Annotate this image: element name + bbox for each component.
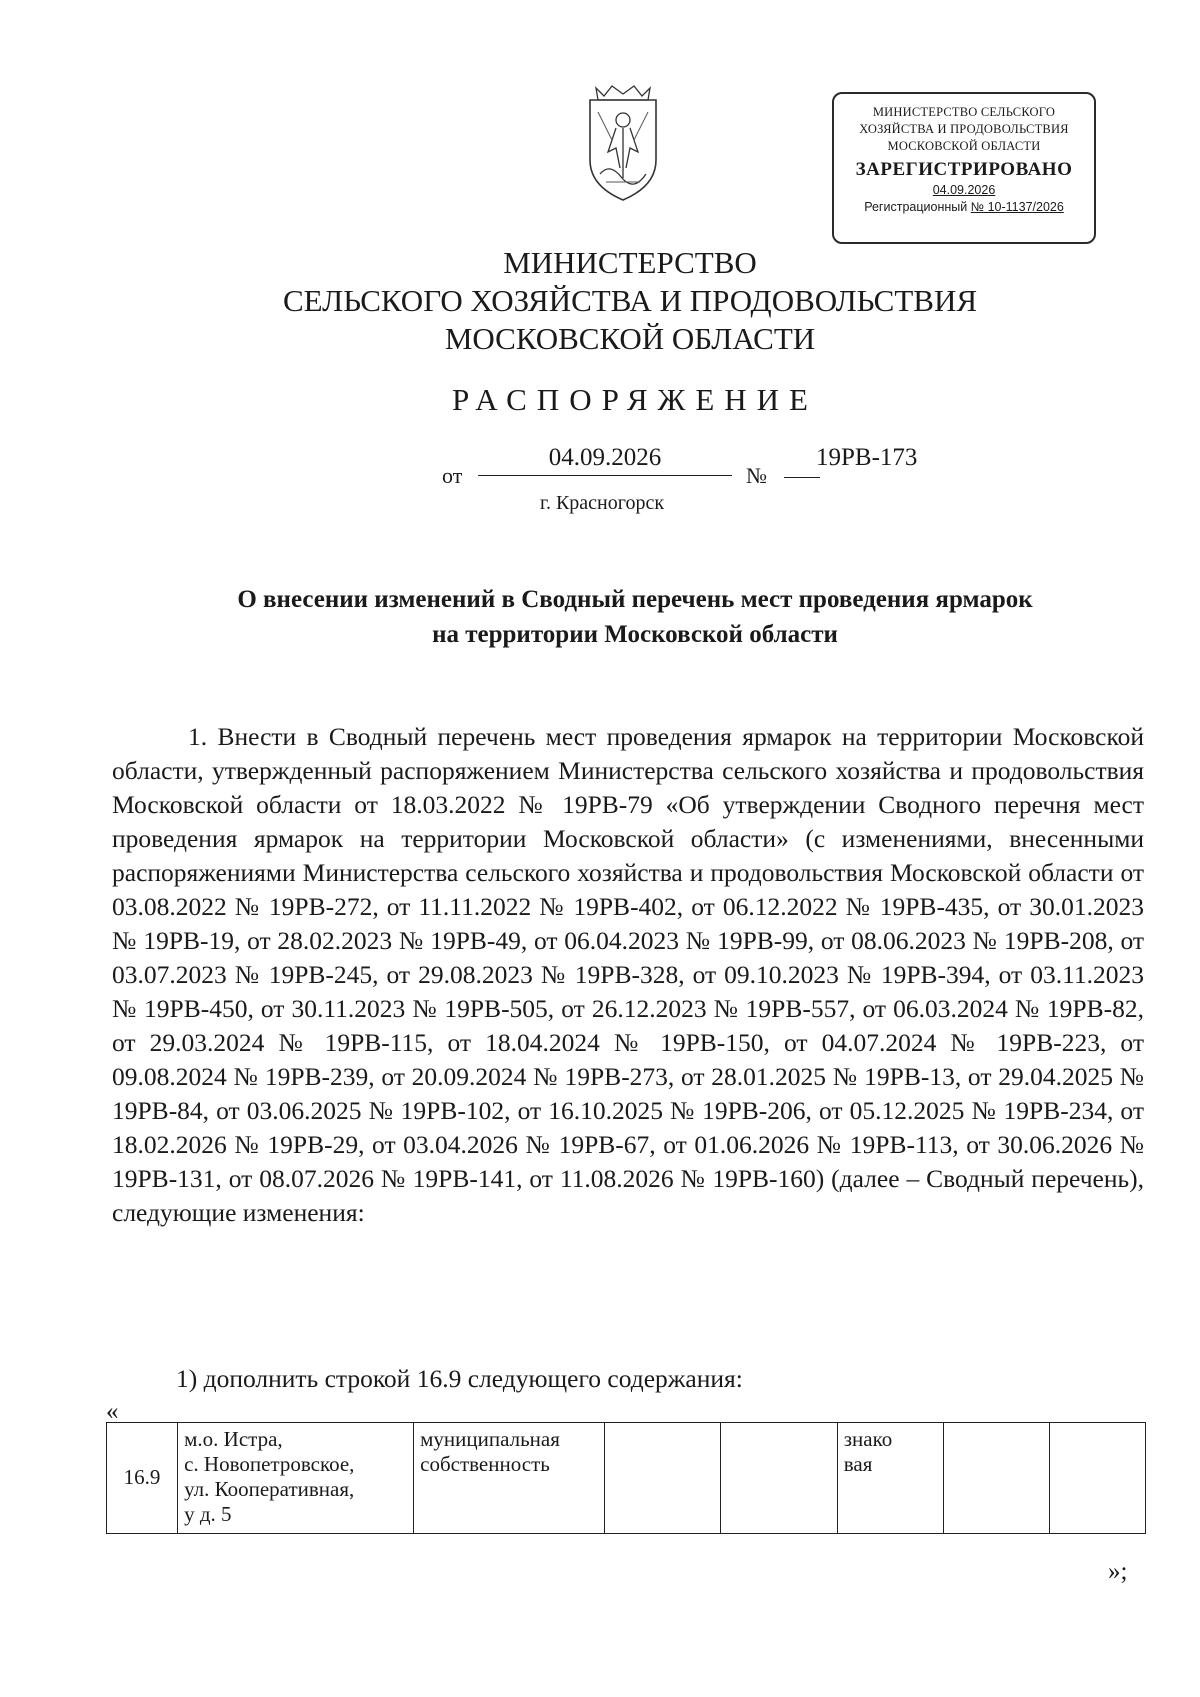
ministry-line: СЕЛЬСКОГО ХОЗЯЙСТВА И ПРОДОВОЛЬСТВИЯ [282, 283, 978, 318]
subject-line: на территории Московской области [432, 621, 838, 648]
stamp-org-line: ХОЗЯЙСТВА И ПРОДОВОЛЬСТВИЯ [859, 122, 1069, 136]
amendment-table [106, 1422, 1146, 1534]
ownership-cell [414, 1423, 605, 1534]
from-label: от [442, 463, 463, 488]
ministry-line: МИНИСТЕРСТВО [503, 245, 757, 280]
stamp-reg-label: Регистрационный [864, 200, 968, 214]
stamp-org-line: МИНИСТЕРСТВО СЕЛЬСКОГО [872, 105, 1056, 119]
fair-type-line: знако [843, 1427, 893, 1451]
row-number: 16.9 [123, 1464, 161, 1489]
stamp-reg-number: № 10-1137/2026 [970, 200, 1064, 214]
paragraph-1: 1. Внести в Сводный перечень мест проведения ярмарок на территории Московской области, утвержденный распоряжением Министерства сельского хозяйства и продовольствия Московской области от 18.03.2022 № 19РВ-79 «Об утверждении Сводного перечня мест проведения ярмарок на территории Московской области» (с изменениями, внесенными распоряжениями Министерства сельского хозяйства и продовольствия Московской области от 03.08.2022 № 19РВ-272, от 11.11.2022 № 19РВ-402, от 06.12.2022 № 19РВ-435, от 30.01.2023 № 19РВ-19, от 28.02.2023 № 19РВ-49, от 06.04.2023 № 19РВ-99, от 08.06.2023 № 19РВ-208, от 03.07.2023 № 19РВ-245, от 29.08.2023 № 19РВ-328, от 09.10.2023 № 19РВ-394, от 03.11.2023 № 19РВ-450, от 30.11.2023 № 19РВ-505, от 26.12.2023 № 19РВ-557, от 06.03.2024 № 19РВ-82, от 29.03.2024 № 19РВ-115, от 18.04.2024 № 19РВ-150, от 04.07.2024 № 19РВ-223, от 09.08.2024 № 19РВ-239, от 20.09.2024 № 19РВ-273, от 28.01.2025 № 19РВ-13, от 29.04.2025 № 19РВ-84, от 03.06.2025 № 19РВ-102, от 16.10.2025 № 19РВ-206, от 05.12.2025 № 19РВ-234, от 18.02.2026 № 19РВ-29, от 03.04.2026 № 19РВ-67, от 01.06.2026 № 19РВ-113, от 30.06.2026 № 19РВ-131, от 08.07.2026 № 19РВ-141, от 11.08.2026 № 19РВ-160) (далее – Сводный перечень), следующие изменения: [112, 722, 1144, 1227]
fair-type-line: вая [843, 1452, 873, 1476]
fair-type-cell [837, 1423, 943, 1534]
stamp-date: 04.09.2026 [932, 183, 996, 197]
quote-open: « [106, 1398, 119, 1425]
order-date: 04.09.2026 [478, 444, 732, 476]
empty-cell [943, 1423, 1049, 1534]
empty-cell [1050, 1423, 1146, 1534]
stamp-registration-number [834, 200, 1094, 214]
address-line: у д. 5 [184, 1502, 232, 1526]
document-type-title: РАСПОРЯЖЕНИЕ [452, 382, 818, 417]
address-line: с. Новопетровское, [184, 1452, 355, 1476]
registration-stamp [832, 92, 1096, 244]
address-line: ул. Кооперативная, [184, 1477, 355, 1501]
address-line: м.о. Истра, [184, 1427, 283, 1451]
ministry-line: МОСКОВСКОЙ ОБЛАСТИ [444, 321, 816, 356]
quote-close: »; [1108, 1558, 1128, 1585]
ministry-name [230, 244, 1030, 358]
empty-cell [721, 1423, 837, 1534]
document-subject [130, 582, 1140, 652]
ownership-line: собственность [420, 1452, 550, 1476]
stamp-org-line: МОСКОВСКОЙ ОБЛАСТИ [887, 139, 1041, 153]
number-label: № [746, 463, 767, 488]
order-number: 19РВ-173 [816, 444, 918, 471]
stamp-status: ЗАРЕГИСТРИРОВАНО [855, 159, 1073, 180]
empty-cell [604, 1423, 720, 1534]
subitem-1: 1) дополнить строкой 16.9 следующего содержания: [176, 1364, 743, 1393]
subject-line: О внесении изменений в Сводный перечень мест проведения ярмарок [237, 586, 1033, 613]
city-label: г. Красногорск [540, 492, 665, 514]
stamp-organization [834, 104, 1094, 155]
row-number-cell [107, 1423, 178, 1534]
number-underline [784, 444, 820, 478]
ownership-line: муниципальная [420, 1427, 560, 1451]
table-row [107, 1423, 1146, 1534]
document-body [112, 720, 1144, 1230]
address-cell [178, 1423, 414, 1534]
coat-of-arms-emblem [586, 82, 660, 204]
